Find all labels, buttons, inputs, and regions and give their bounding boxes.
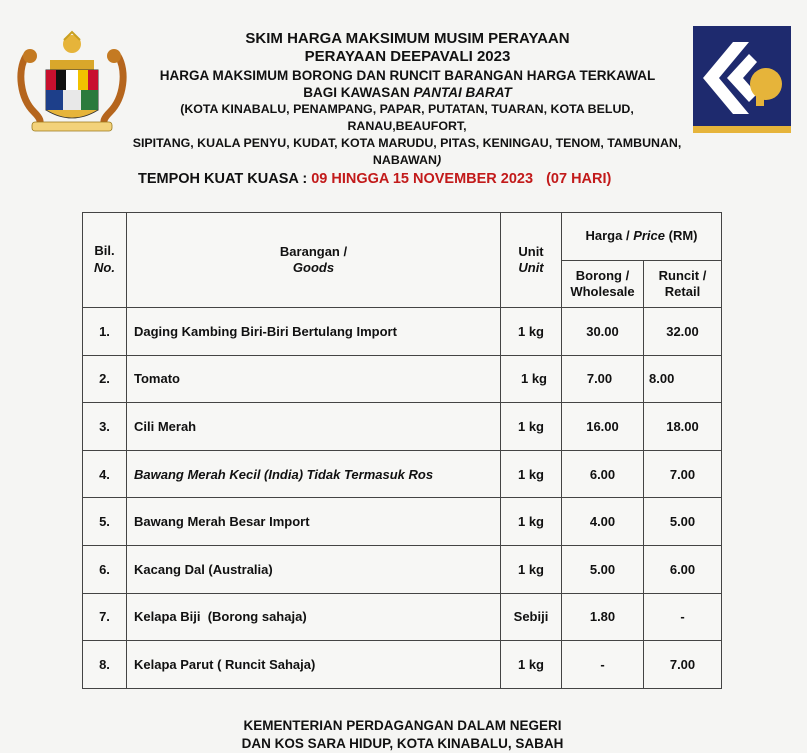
- wholesale-price: 1.80: [562, 593, 644, 641]
- item-unit: 1 kg: [501, 308, 562, 356]
- effective-days: (07 HARI): [546, 171, 612, 187]
- area-list: (KOTA KINABALU, PENAMPANG, PAPAR, PUTATAN, TUARAN, KOTA BELUD, RANAU,BEAUFORT, SIPITANG, KUALA PENYU, KUDAT, KOTA MARUDU, PITAS, KENINGAU, TENOM, TAMBUNAN, NABAWAN): [132, 102, 682, 168]
- wholesale-price: 30.00: [562, 308, 644, 356]
- item-name: Daging Kambing Biri-Biri Bertulang Import: [127, 308, 501, 356]
- item-unit: 1 kg: [501, 450, 562, 498]
- retail-price: 18.00: [644, 403, 722, 451]
- item-unit: 1 kg: [501, 498, 562, 546]
- retail-price: 5.00: [644, 498, 722, 546]
- table-row: [83, 355, 722, 403]
- header-price: Harga / Price (RM): [562, 213, 722, 261]
- ministry-logo: [693, 26, 791, 133]
- table-row: [83, 545, 722, 593]
- item-name: Tomato: [127, 355, 501, 403]
- row-number: 1.: [83, 308, 127, 356]
- item-unit: 1 kg: [501, 355, 562, 403]
- row-number: 3.: [83, 403, 127, 451]
- effective-dates: 09 HINGGA 15 NOVEMBER 2023: [311, 171, 534, 187]
- row-number: 5.: [83, 498, 127, 546]
- retail-price: -: [644, 593, 722, 641]
- table-row: [83, 308, 722, 356]
- row-number: 4.: [83, 450, 127, 498]
- retail-price: 32.00: [644, 308, 722, 356]
- table-row: [83, 450, 722, 498]
- item-unit: 1 kg: [501, 545, 562, 593]
- row-number: 7.: [83, 593, 127, 641]
- table-row: [83, 593, 722, 641]
- wholesale-price: 5.00: [562, 545, 644, 593]
- region-name: PANTAI BARAT: [413, 85, 512, 100]
- region-line: BAGI KAWASAN PANTAI BARAT: [303, 85, 512, 100]
- item-unit: 1 kg: [501, 641, 562, 689]
- row-number: 6.: [83, 545, 127, 593]
- header-unit: Unit Unit: [501, 213, 562, 308]
- header-retail: Runcit / Retail: [644, 261, 722, 308]
- wholesale-price: 16.00: [562, 403, 644, 451]
- wholesale-price: 7.00: [562, 355, 644, 403]
- price-table: [82, 212, 722, 689]
- row-number: 8.: [83, 641, 127, 689]
- item-name: Kelapa Parut ( Runcit Sahaja): [127, 641, 501, 689]
- table-row: [83, 641, 722, 689]
- table-row: [83, 498, 722, 546]
- item-name: Kelapa Biji (Borong sahaja): [127, 593, 501, 641]
- retail-price: 7.00: [644, 450, 722, 498]
- effective-period: TEMPOH KUAT KUASA : 09 HINGGA 15 NOVEMBER 2023 (07 HARI): [138, 171, 612, 187]
- wholesale-price: 4.00: [562, 498, 644, 546]
- header-wholesale: Borong / Wholesale: [562, 261, 644, 308]
- coat-of-arms-logo: [12, 26, 132, 138]
- item-unit: Sebiji: [501, 593, 562, 641]
- ministry-name: KEMENTERIAN PERDAGANGAN DALAM NEGERI: [243, 718, 562, 733]
- retail-price: 7.00: [644, 641, 722, 689]
- wholesale-price: -: [562, 641, 644, 689]
- festival-title: PERAYAAN DEEPAVALI 2023: [304, 48, 511, 65]
- header-goods: Barangan / Goods: [127, 213, 501, 308]
- subtitle: HARGA MAKSIMUM BORONG DAN RUNCIT BARANGAN HARGA TERKAWAL: [159, 68, 656, 83]
- retail-price: 6.00: [644, 545, 722, 593]
- ministry-office: DAN KOS SARA HIDUP, KOTA KINABALU, SABAH: [241, 736, 564, 751]
- item-name: Kacang Dal (Australia): [127, 545, 501, 593]
- item-name: Cili Merah: [127, 403, 501, 451]
- document-title: SKIM HARGA MAKSIMUM MUSIM PERAYAAN: [245, 30, 570, 47]
- retail-price: 8.00: [644, 355, 722, 403]
- row-number: 2.: [83, 355, 127, 403]
- item-name: Bawang Merah Besar Import: [127, 498, 501, 546]
- header-no: Bil. No.: [83, 213, 127, 308]
- item-unit: 1 kg: [501, 403, 562, 451]
- wholesale-price: 6.00: [562, 450, 644, 498]
- table-row: [83, 403, 722, 451]
- item-name: Bawang Merah Kecil (India) Tidak Termasuk Ros: [127, 450, 501, 498]
